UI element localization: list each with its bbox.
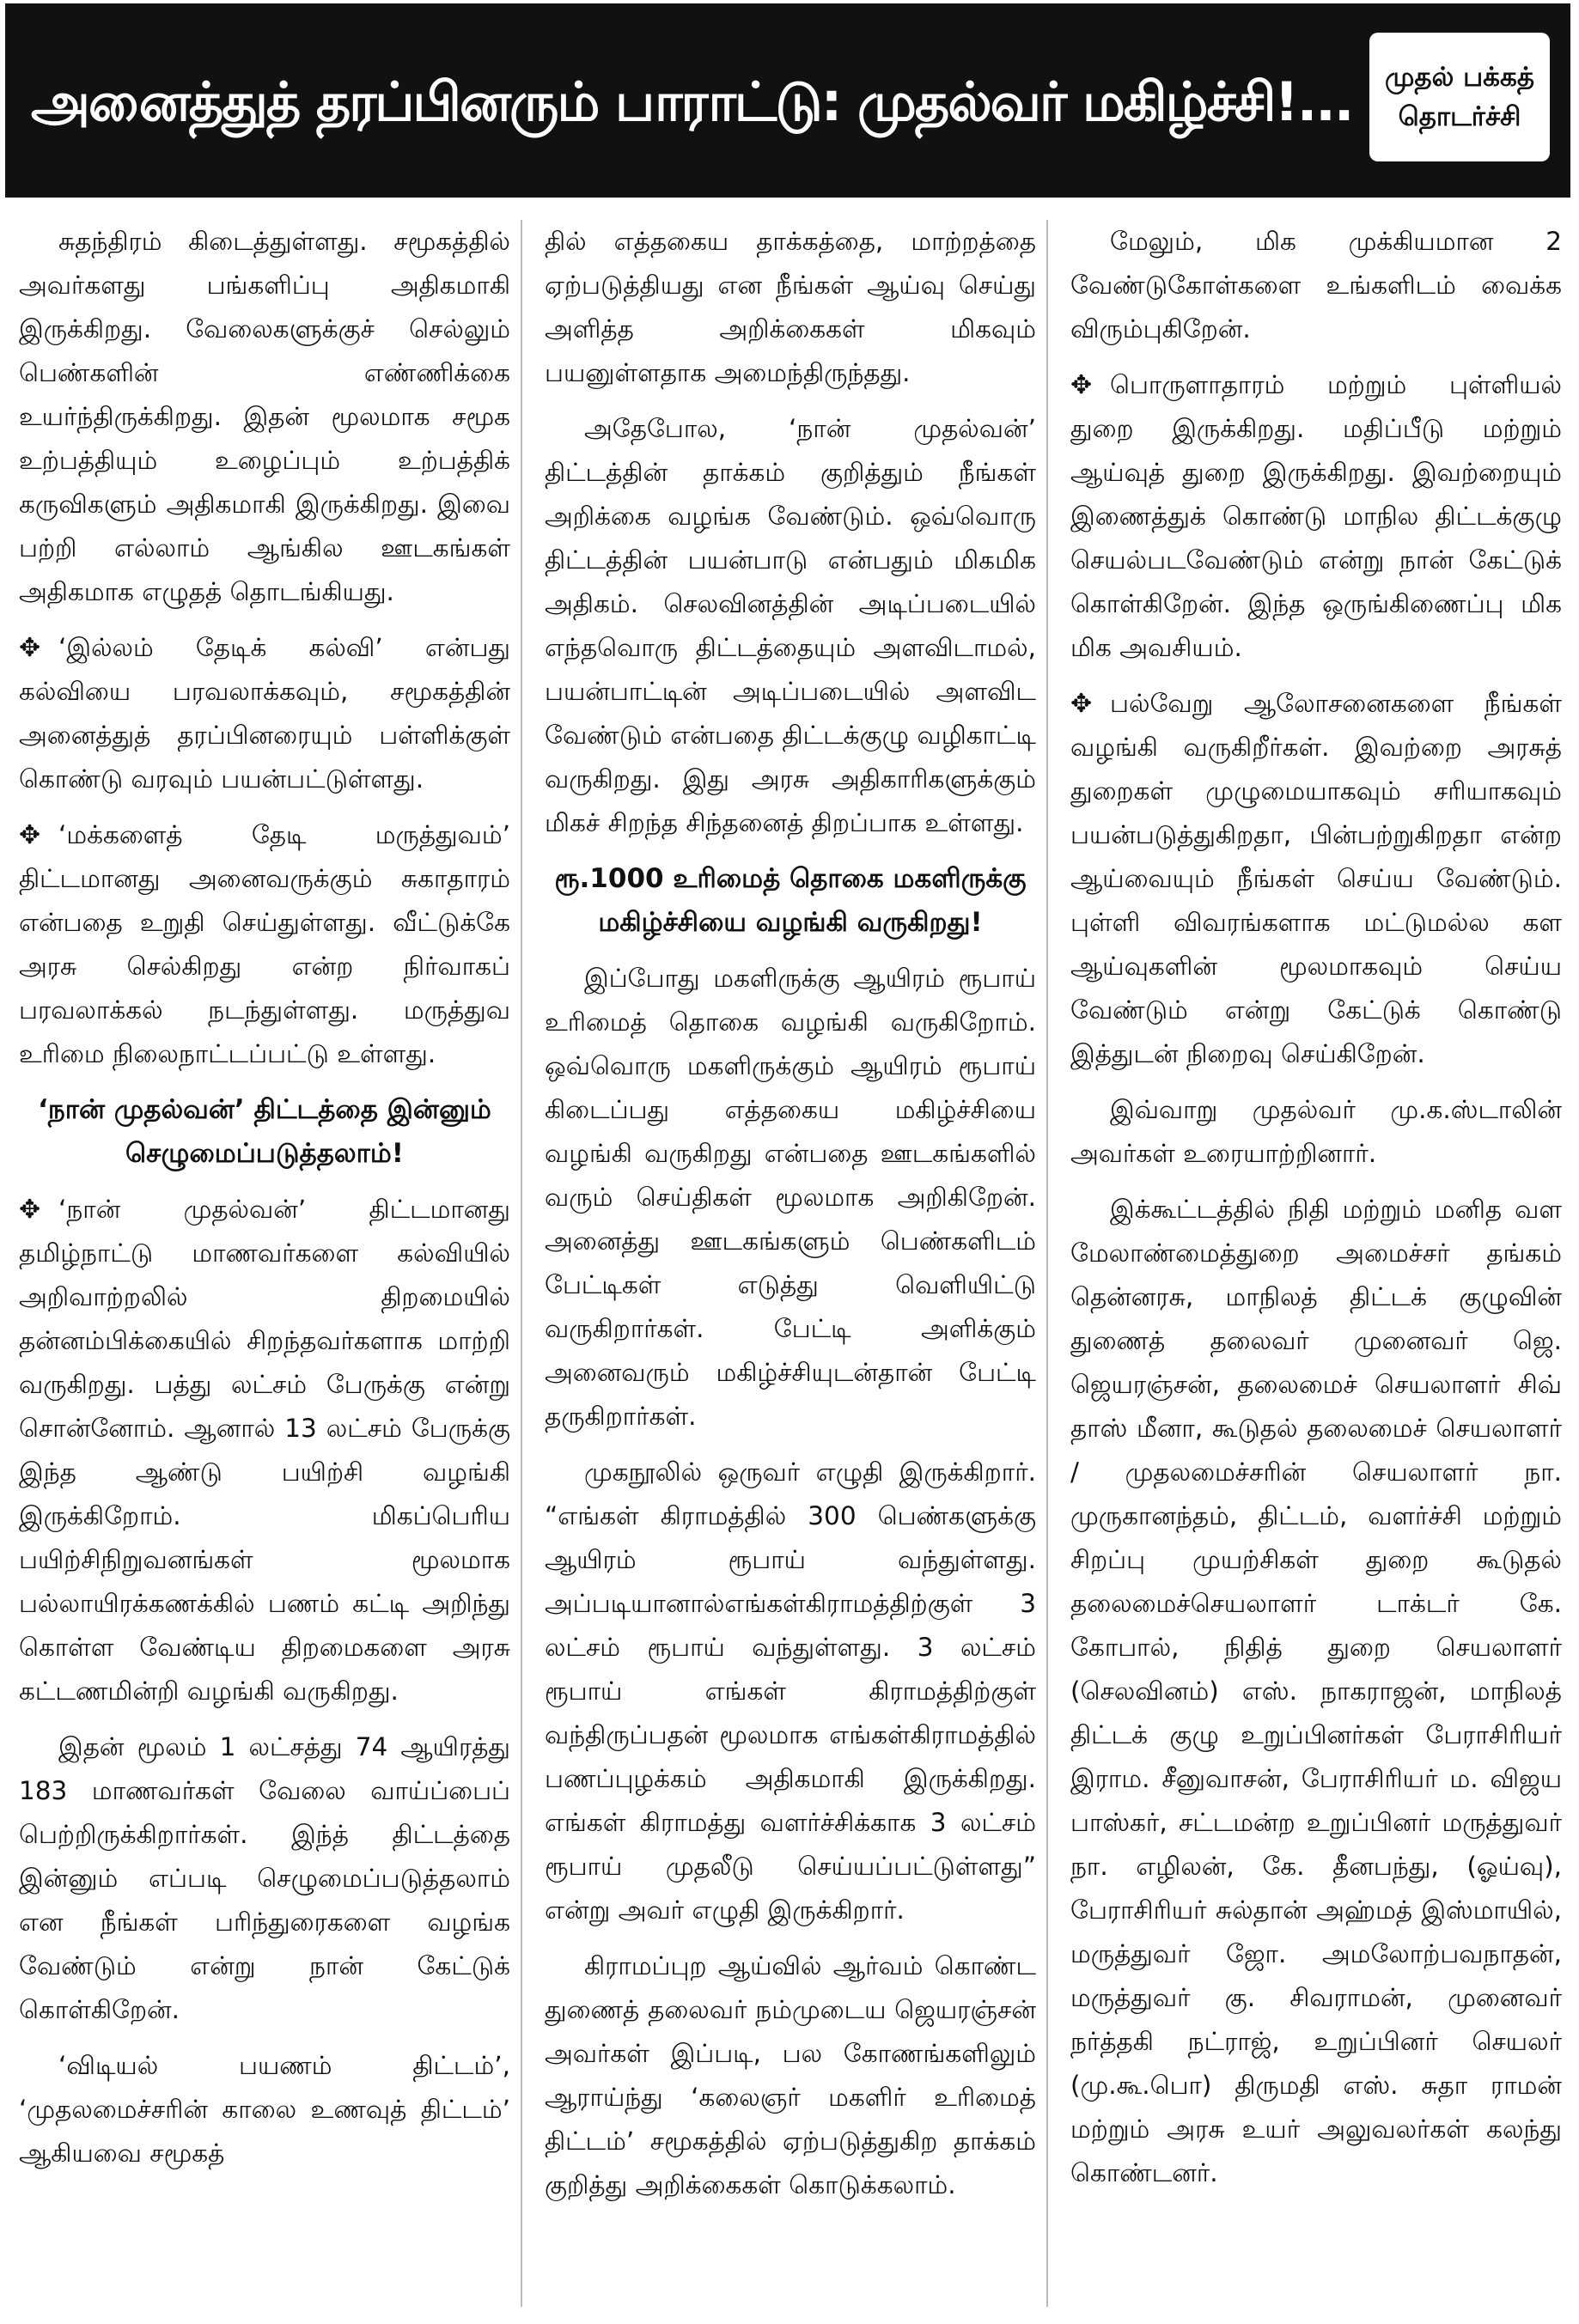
paragraph-text: சுதந்திரம் கிடைத்துள்ளது. சமூகத்தில் அவர்களது பங்களிப்பு அதிகமாகி இருக்கிறது. வேலைகளுக்குச் செல்லும் பெண்களின் எண்ணிக்கை உயர்ந்திருக்கிறது. இதன் மூலமாக சமூக உற்பத்தியும் உழைப்பும் உற்பத்திக் கருவிகளும் அதிகமாகி இருக்கிறது. இவை பற்றி எல்லாம் ஆங்கில ஊடகங்கள் அதிகமாக எழுதத் தொடங்கியது. [19,227,510,606]
bullet-diamond-icon: ✥ [19,633,41,663]
headline-banner [5,3,1570,198]
paragraph-text: தில் எத்தகைய தாக்கத்தை, மாற்றத்தை ஏற்படுத்தியது என நீங்கள் ஆய்வு செய்து அளித்த அறிக்கைகள் மிகவும் பயனுள்ளதாக அமைந்திருந்தது. [545,227,1036,387]
column-2 [545,220,1048,2307]
paragraph [545,1944,1036,2207]
bullet-paragraph [1070,363,1562,670]
paragraph [545,220,1036,395]
paragraph-text: இப்போது மகளிருக்கு ஆயிரம் ரூபாய் உரிமைத் தொகை வழங்கி வருகிறோம். ஒவ்வொரு மகளிருக்கும் ஆயிரம் ரூபாய் கிடைப்பது எத்தகைய மகிழ்ச்சியை வழங்கி வருகிறது என்பதை ஊடகங்களில் வரும் செய்திகள் மூலமாக அறிகிறேன். அனைத்து ஊடகங்களும் பெண்களிடம் பேட்டிகள் எடுத்து வெளியிட்டு வருகிறார்கள். பேட்டி அளிக்கும் அனைவரும் மகிழ்ச்சியுடன்தான் பேட்டி தருகிறார்கள். [545,964,1036,1431]
paragraph-text: கிராமப்புற ஆய்வில் ஆர்வம் கொண்ட துணைத் தலைவர் நம்முடைய ஜெயரஞ்சன் அவர்கள் இப்படி, பல கோணங்களிலும் ஆராய்ந்து ‘கலைஞர் மகளிர் உரிமைத் திட்டம்’ சமூகத்தில் ஏற்படுத்துகிற தாக்கம் குறித்து அறிக்கைகள் கொடுக்கலாம். [545,1951,1036,2199]
continuation-label-line2: தொடர்ச்சி [1398,101,1521,132]
paragraph-text: முகநூலில் ஒருவர் எழுதி இருக்கிறார். “எங்கள் கிராமத்தில் 300 பெண்களுக்கு ஆயிரம் ரூபாய் வந்துள்ளது. அப்படியானால்எங்கள்கிராமத்திற்குள் 3 லட்சம் ரூபாய் வந்துள்ளது. 3 லட்சம் ரூபாய் எங்கள் கிராமத்திற்குள் வந்திருப்பதன் மூலமாக எங்கள்கிராமத்தில் பணப்புழக்கம் அதிகமாகி இருக்கிறது. எங்கள் கிராமத்து வளர்ச்சிக்காக 3 லட்சம் ரூபாய் முதலீடு செய்யப்பட்டுள்ளது” என்று அவர் எழுதி இருக்கிறார். [545,1457,1036,1925]
paragraph [19,2044,510,2175]
paragraph [1070,220,1562,351]
bullet-paragraph [19,1188,510,1713]
paragraph [1070,1088,1562,1176]
subheading: ரூ.1000 உரிமைத் தொகை மகளிருக்கு மகிழ்ச்சியை வழங்கி வருகிறது! [554,863,1027,938]
paragraph [19,1725,510,2032]
bullet-paragraph [19,813,510,1076]
paragraph-text: இதன் மூலம் 1 லட்சத்து 74 ஆயிரத்து 183 மாணவர்கள் வேலை வாய்ப்பைப் பெற்றிருக்கிறார்கள். இந்த் திட்டத்தை இன்னும் எப்படி செழுமைப்படுத்தலாம் என நீங்கள் பரிந்துரைகளை வழங்க வேண்டும் என்று நான் கேட்டுக் கொள்கிறேன். [19,1732,510,2024]
paragraph-text: ‘விடியல் பயணம் திட்டம்’, ‘முதலமைச்சரின் காலை உணவுத் திட்டம்’ ஆகியவை சமூகத் [19,2051,510,2168]
subheading: ‘நான் முதல்வன்’ திட்டத்தை இன்னும் செழுமைப்படுத்தலாம்! [38,1094,491,1169]
bullet-paragraph [1070,682,1562,1076]
paragraph-text: இவ்வாறு முதல்வர் மு.க.ஸ்டாலின் அவர்கள் உரையாற்றினார். [1070,1095,1562,1168]
paragraph [545,407,1036,845]
bullet-paragraph [19,626,510,801]
column-1 [19,220,522,2307]
paragraph-text: ‘நான் முதல்வன்’ திட்டமானது தமிழ்நாட்டு மாணவர்களை கல்வியில் அறிவாற்றலில் திறமையில் தன்னம்பிக்கையில் சிறந்தவர்களாக மாற்றி வருகிறது. பத்து லட்சம் பேருக்கு என்று சொன்னோம். ஆனால் 13 லட்சம் பேருக்கு இந்த ஆண்டு பயிற்சி வழங்கி இருக்கிறோம். மிகப்பெரிய பயிற்சிநிறுவனங்கள் மூலமாக பல்லாயிரக்கணக்கில் பணம் கட்டி அறிந்து கொள்ள வேண்டிய திறமைகளை அரசு கட்டணமின்றி வழங்கி வருகிறது. [19,1195,510,1706]
paragraph-text: மேலும், மிக முக்கியமான 2 வேண்டுகோள்களை உங்களிடம் வைக்க விரும்புகிறேன். [1070,227,1562,344]
paragraph [545,1451,1036,1932]
paragraph-text: பொருளாதாரம் மற்றும் புள்ளியல் துறை இருக்கிறது. மதிப்பீடு மற்றும் ஆய்வுத் துறை இருக்கிறது. இவற்றையும் இணைத்துக் கொண்டு மாநில திட்டக்குழு செயல்படவேண்டும் என்று நான் கேட்டுக் கொள்கிறேன். இந்த ஒருங்கிணைப்பு மிக மிக அவசியம். [1070,370,1562,662]
paragraph-text: பல்வேறு ஆலோசனைகளை நீங்கள் வழங்கி வருகிறீர்கள். இவற்றை அரசுத் துறைகள் முழுமையாகவும் சரியாகவும் பயன்படுத்துகிறதா, பின்பற்றுகிறதா என்ற ஆய்வையும் நீங்கள் செய்ய வேண்டும். புள்ளி விவரங்களாக மட்டுமல்ல கள ஆய்வுகளின் மூலமாகவும் செய்ய வேண்டும் என்று கேட்டுக் கொண்டு இத்துடன் நிறைவு செய்கிறேன். [1070,689,1562,1068]
paragraph [19,220,510,614]
paragraph-text: இக்கூட்டத்தில் நிதி மற்றும் மனித வள மேலாண்மைத்துறை அமைச்சர் தங்கம் தென்னரசு, மாநிலத் திட்டக் குழுவின் துணைத் தலைவர் முனைவர் ஜெ. ஜெயரஞ்சன், தலைமைச் செயலாளர் சிவ் தாஸ் மீனா, கூடுதல் தலைமைச் செயலாளர் / முதலமைச்சரின் செயலாளர் நா. முருகானந்தம், திட்டம், வளர்ச்சி மற்றும் சிறப்பு முயற்சிகள் துறை கூடுதல் தலைமைச்செயலாளர் டாக்டர் கே. கோபால், நிதித் துறை செயலாளர் (செலவினம்) எஸ். நாகராஜன், மாநிலத் திட்டக் குழு உறுப்பினர்கள் பேராசிரியர் இராம. சீனுவாசன், பேராசிரியர் ம. விஜய பாஸ்கர், சட்டமன்ற உறுப்பினர் மருத்துவர் நா. எழிலன், கே. தீனபந்து, (ஓய்வு), பேராசிரியர் சுல்தான் அஹ்மத் இஸ்மாயில், மருத்துவர் ஜோ. அமலோற்பவநாதன், மருத்துவர் கு. சிவராமன், முனைவர் நர்த்தகி நட்ராஜ், உறுப்பினர் செயலர் (மு.கூ.பொ) திருமதி எஸ். சுதா ராமன் மற்றும் அரசு உயர் அலுவலர்கள் கலந்து கொண்டனர். [1070,1195,1562,2187]
article-columns [19,220,1562,2307]
paragraph-text: ‘இல்லம் தேடிக் கல்வி’ என்பது கல்வியை பரவலாக்கவும், சமூகத்தின் அனைத்துத் தரப்பினரையும் பள்ளிக்குள் கொண்டு வரவும் பயன்பட்டுள்ளது. [19,633,510,794]
paragraph-text: ‘மக்களைத் தேடி மருத்துவம்’ திட்டமானது அனைவருக்கும் சுகாதாரம் என்பதை உறுதி செய்துள்ளது. வீட்டுக்கே அரசு செல்கிறது என்ற நிர்வாகப் பரவலாக்கல் நடந்துள்ளது. மருத்துவ உரிமை நிலைநாட்டப்பட்டு உள்ளது. [19,820,510,1068]
paragraph [545,957,1036,1439]
headline: அனைத்துத் தரப்பினரும் பாராட்டு: முதல்வர் மகிழ்ச்சி!... [31,70,1353,133]
bullet-diamond-icon: ✥ [19,1195,41,1225]
bullet-diamond-icon: ✥ [1070,689,1093,719]
continuation-box [1369,33,1550,161]
column-3 [1070,220,1562,2307]
bullet-diamond-icon: ✥ [1070,370,1093,400]
continuation-label-line1: முதல் பக்கத் [1384,61,1535,93]
paragraph [1070,1188,1562,2195]
bullet-diamond-icon: ✥ [19,820,41,850]
paragraph-text: அதேபோல, ‘நான் முதல்வன்’ திட்டத்தின் தாக்கம் குறித்தும் நீங்கள் அறிக்கை வழங்க வேண்டும். ஒவ்வொரு திட்டத்தின் பயன்பாடு என்பதும் மிகமிக அதிகம். செலவினத்தின் அடிப்படையில் எந்தவொரு திட்டத்தையும் அளவிடாமல், பயன்பாட்டின் அடிப்படையில் அளவிட வேண்டும் என்பதை திட்டக்குழு வழிகாட்டி வருகிறது. இது அரசு அதிகாரிகளுக்கும் மிகச் சிறந்த சிந்தனைத் திறப்பாக உள்ளது. [545,414,1036,837]
